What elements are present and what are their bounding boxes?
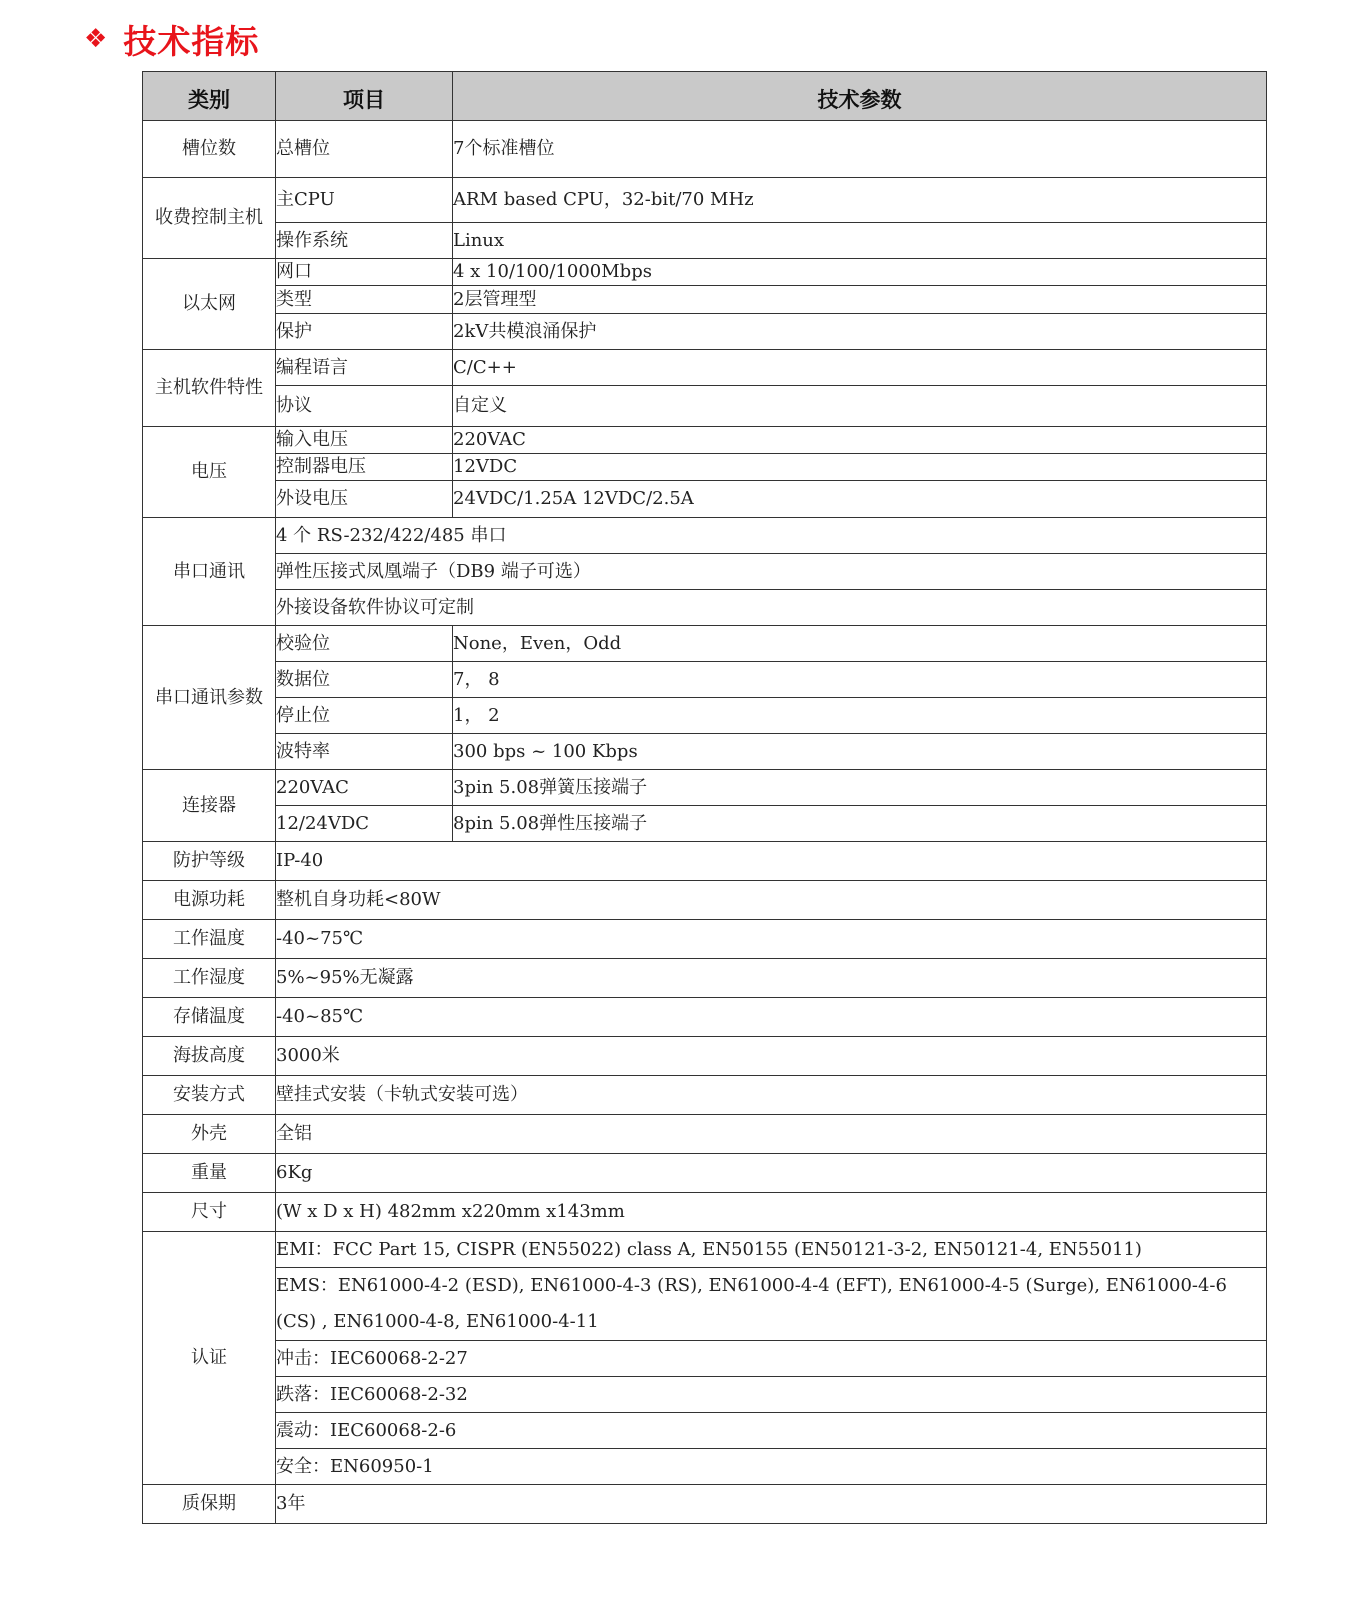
category-cell: 重量 bbox=[143, 1154, 276, 1193]
category-cell: 安装方式 bbox=[143, 1076, 276, 1115]
item-cell: 编程语言 bbox=[276, 350, 453, 386]
table-row bbox=[143, 427, 1267, 454]
table-row bbox=[143, 481, 1267, 518]
table-row bbox=[143, 881, 1267, 920]
value-cell: 外接设备软件协议可定制 bbox=[276, 590, 1267, 626]
value-cell: 跌落：IEC60068-2-32 bbox=[276, 1377, 1267, 1413]
value-cell: 壁挂式安装（卡轨式安装可选） bbox=[276, 1076, 1267, 1115]
category-cell: 电源功耗 bbox=[143, 881, 276, 920]
value-cell: 4 x 10/100/1000Mbps bbox=[453, 259, 1267, 286]
category-cell: 存储温度 bbox=[143, 998, 276, 1037]
table-row bbox=[143, 178, 1267, 223]
item-cell: 数据位 bbox=[276, 662, 453, 698]
item-cell: 波特率 bbox=[276, 734, 453, 770]
value-cell: 7个标准槽位 bbox=[453, 121, 1267, 178]
category-cell: 槽位数 bbox=[143, 121, 276, 178]
value-cell: None，Even，Odd bbox=[453, 626, 1267, 662]
value-cell: C/C++ bbox=[453, 350, 1267, 386]
table-row bbox=[143, 1154, 1267, 1193]
value-cell: 12VDC bbox=[453, 454, 1267, 481]
category-cell: 以太网 bbox=[143, 259, 276, 350]
value-cell: -40~85℃ bbox=[276, 998, 1267, 1037]
value-cell: 8pin 5.08弹性压接端子 bbox=[453, 806, 1267, 842]
category-cell: 质保期 bbox=[143, 1485, 276, 1524]
category-cell: 串口通讯 bbox=[143, 518, 276, 626]
category-cell: 防护等级 bbox=[143, 842, 276, 881]
table-row bbox=[143, 626, 1267, 662]
item-cell: 网口 bbox=[276, 259, 453, 286]
value-cell: 自定义 bbox=[453, 386, 1267, 427]
value-cell: 弹性压接式凤凰端子（DB9 端子可选） bbox=[276, 554, 1267, 590]
item-cell: 停止位 bbox=[276, 698, 453, 734]
category-cell: 工作温度 bbox=[143, 920, 276, 959]
table-row bbox=[143, 842, 1267, 881]
table-row bbox=[143, 454, 1267, 481]
table-row bbox=[143, 770, 1267, 806]
table-row bbox=[143, 590, 1267, 626]
table-row bbox=[143, 1449, 1267, 1485]
item-cell: 控制器电压 bbox=[276, 454, 453, 481]
value-cell: 3年 bbox=[276, 1485, 1267, 1524]
value-cell: 300 bps ~ 100 Kbps bbox=[453, 734, 1267, 770]
header-row bbox=[143, 72, 1267, 121]
table-row bbox=[143, 662, 1267, 698]
value-cell: 220VAC bbox=[453, 427, 1267, 454]
table-row bbox=[143, 998, 1267, 1037]
value-cell: 3000米 bbox=[276, 1037, 1267, 1076]
table-row bbox=[143, 223, 1267, 259]
table-row bbox=[143, 734, 1267, 770]
category-cell: 海拔高度 bbox=[143, 1037, 276, 1076]
table-row bbox=[143, 259, 1267, 286]
table-row bbox=[143, 314, 1267, 350]
table-row bbox=[143, 286, 1267, 314]
table-row bbox=[143, 1377, 1267, 1413]
value-cell: 3pin 5.08弹簧压接端子 bbox=[453, 770, 1267, 806]
table-row bbox=[143, 1115, 1267, 1154]
table-row bbox=[143, 386, 1267, 427]
value-cell: 冲击：IEC60068-2-27 bbox=[276, 1341, 1267, 1377]
table-row bbox=[143, 1232, 1267, 1268]
value-cell: 整机自身功耗<80W bbox=[276, 881, 1267, 920]
header-category: 类别 bbox=[143, 72, 276, 121]
value-cell: 1， 2 bbox=[453, 698, 1267, 734]
header-params: 技术参数 bbox=[453, 72, 1267, 121]
value-cell: 2层管理型 bbox=[453, 286, 1267, 314]
value-cell: 7， 8 bbox=[453, 662, 1267, 698]
category-cell: 尺寸 bbox=[143, 1193, 276, 1232]
category-cell: 外壳 bbox=[143, 1115, 276, 1154]
page-title: 技术指标 bbox=[123, 21, 260, 61]
value-cell: EMI：FCC Part 15, CISPR (EN55022) class A, EN50155 (EN50121-3-2, EN50121-4, EN55011) bbox=[276, 1232, 1267, 1268]
value-cell: 4 个 RS-232/422/485 串口 bbox=[276, 518, 1267, 554]
item-cell: 输入电压 bbox=[276, 427, 453, 454]
section-heading bbox=[84, 14, 259, 64]
item-cell: 外设电压 bbox=[276, 481, 453, 518]
table-row bbox=[143, 1037, 1267, 1076]
table-row bbox=[143, 1193, 1267, 1232]
category-cell: 收费控制主机 bbox=[143, 178, 276, 259]
item-cell: 协议 bbox=[276, 386, 453, 427]
item-cell: 校验位 bbox=[276, 626, 453, 662]
table-row bbox=[143, 1076, 1267, 1115]
value-cell: 震动：IEC60068-2-6 bbox=[276, 1413, 1267, 1449]
diamond-bullet-icon: ❖ bbox=[84, 24, 108, 54]
table-row bbox=[143, 1485, 1267, 1524]
value-cell: 全铝 bbox=[276, 1115, 1267, 1154]
header-item: 项目 bbox=[276, 72, 453, 121]
value-cell: IP-40 bbox=[276, 842, 1267, 881]
value-cell: (W x D x H) 482mm x220mm x143mm bbox=[276, 1193, 1267, 1232]
item-cell: 220VAC bbox=[276, 770, 453, 806]
value-cell: ARM based CPU，32-bit/70 MHz bbox=[453, 178, 1267, 223]
table-row bbox=[143, 806, 1267, 842]
category-cell: 工作湿度 bbox=[143, 959, 276, 998]
item-cell: 12/24VDC bbox=[276, 806, 453, 842]
item-cell: 主CPU bbox=[276, 178, 453, 223]
spec-table bbox=[142, 71, 1267, 1524]
value-cell: -40~75℃ bbox=[276, 920, 1267, 959]
table-row bbox=[143, 1341, 1267, 1377]
table-row bbox=[143, 959, 1267, 998]
value-cell: 6Kg bbox=[276, 1154, 1267, 1193]
category-cell: 串口通讯参数 bbox=[143, 626, 276, 770]
table-row bbox=[143, 920, 1267, 959]
item-cell: 总槽位 bbox=[276, 121, 453, 178]
table-row bbox=[143, 518, 1267, 554]
table-row bbox=[143, 350, 1267, 386]
value-cell: 5%~95%无凝露 bbox=[276, 959, 1267, 998]
table-row bbox=[143, 121, 1267, 178]
value-cell: 安全：EN60950-1 bbox=[276, 1449, 1267, 1485]
table-row bbox=[143, 698, 1267, 734]
table-row bbox=[143, 554, 1267, 590]
item-cell: 类型 bbox=[276, 286, 453, 314]
value-cell: EMS：EN61000-4-2 (ESD), EN61000-4-3 (RS), EN61000-4-4 (EFT), EN61000-4-5 (Surge), EN61000-4-6 (CS) , EN61000-4-8, EN61000-4-11 bbox=[276, 1268, 1267, 1341]
category-cell: 电压 bbox=[143, 427, 276, 518]
value-cell: 24VDC/1.25A 12VDC/2.5A bbox=[453, 481, 1267, 518]
item-cell: 操作系统 bbox=[276, 223, 453, 259]
value-cell: Linux bbox=[453, 223, 1267, 259]
table-row bbox=[143, 1413, 1267, 1449]
category-cell: 认证 bbox=[143, 1232, 276, 1485]
category-cell: 连接器 bbox=[143, 770, 276, 842]
category-cell: 主机软件特性 bbox=[143, 350, 276, 427]
item-cell: 保护 bbox=[276, 314, 453, 350]
table-row bbox=[143, 1268, 1267, 1341]
value-cell: 2kV共模浪涌保护 bbox=[453, 314, 1267, 350]
